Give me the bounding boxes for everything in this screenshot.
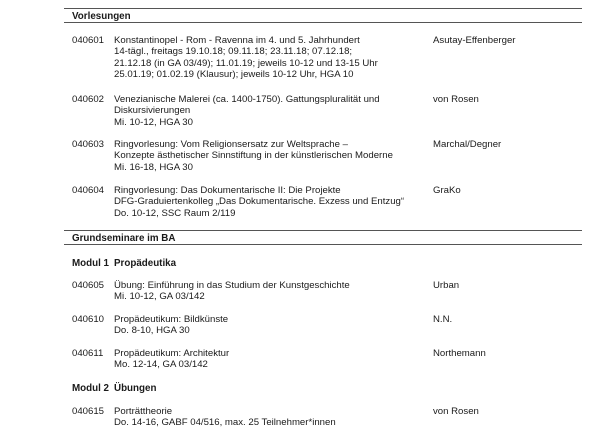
course-line: Mi. 10-12, GA 03/142: [114, 291, 205, 303]
course-instructor: GraKo: [433, 185, 461, 196]
course-number: 040602: [72, 94, 105, 105]
course-number: 040603: [72, 139, 105, 150]
modul-heading: [72, 383, 156, 394]
course-line: Mi. 16-18, HGA 30: [114, 161, 193, 173]
course-line: Propädeutikum: Bildkünste: [114, 314, 229, 325]
course-description: [114, 314, 414, 337]
course-description: [114, 139, 414, 173]
course-description: [114, 406, 414, 429]
course-line: Ringvorlesung: Das Dokumentarische II: Die Projekte: [114, 185, 341, 196]
modul-number: Modul 2: [72, 383, 110, 394]
course-number: 040605: [72, 280, 105, 291]
course-line: 25.01.19; 01.02.19 (Klausur); jeweils 10-12 Uhr, HGA 10: [114, 69, 354, 81]
modul-title: Übungen: [114, 383, 157, 394]
modul-heading: [72, 258, 176, 269]
course-number: 040601: [72, 35, 105, 46]
course-line: DFG-Graduiertenkolleg „Das Dokumentarische. Exzess und Entzug“: [114, 196, 405, 208]
course-description: [114, 280, 414, 303]
course-instructor: Asutay-Effenberger: [433, 35, 516, 46]
course-line: Übung: Einführung in das Studium der Kunstgeschichte: [114, 280, 350, 291]
course-instructor: von Rosen: [433, 406, 479, 417]
course-line: Mi. 10-12, HGA 30: [114, 116, 193, 128]
course-number: 040604: [72, 185, 105, 196]
course-line: Do. 8-10, HGA 30: [114, 325, 190, 337]
course-instructor: Marchal/Degner: [433, 139, 502, 150]
course-line: Do. 10-12, SSC Raum 2/119: [114, 207, 236, 219]
course-instructor: von Rosen: [433, 94, 479, 105]
course-instructor: N.N.: [433, 314, 453, 325]
course-line: Konzepte ästhetischer Sinnstiftung in der künstlerischen Moderne: [114, 150, 393, 162]
course-number: 040615: [72, 406, 105, 417]
course-instructor: Urban: [433, 280, 460, 291]
course-line: Propädeutikum: Architektur: [114, 348, 230, 359]
course-line: Diskursivierungen: [114, 105, 191, 117]
course-description: [114, 35, 414, 81]
course-instructor: Northemann: [433, 348, 486, 359]
course-description: [114, 185, 414, 219]
section-header-vorlesungen: Vorlesungen: [64, 8, 582, 23]
course-number: 040610: [72, 314, 105, 325]
course-line: Konstantinopel - Rom - Ravenna im 4. und 5. Jahrhundert: [114, 35, 360, 46]
course-line: Mo. 12-14, GA 03/142: [114, 359, 208, 371]
course-line: Do. 14-16, GABF 04/516, max. 25 Teilnehmer*innen: [114, 417, 336, 429]
course-number: 040611: [72, 348, 104, 359]
course-line: 21.12.18 (in GA 03/49); 11.01.19; jeweils 10-12 und 13-15 Uhr: [114, 57, 378, 69]
course-line: 14-tägl., freitags 19.10.18; 09.11.18; 23.11.18; 07.12.18;: [114, 46, 353, 58]
course-line: Porträttheorie: [114, 406, 173, 417]
course-line: Venezianische Malerei (ca. 1400-1750). Gattungspluralität und: [114, 94, 380, 105]
course-description: [114, 348, 414, 371]
modul-number: Modul 1: [72, 258, 110, 269]
section-header-grundseminare: Grundseminare im BA: [64, 230, 582, 245]
modul-title: Propädeutika: [114, 258, 177, 269]
course-line: Ringvorlesung: Vom Religionsersatz zur Weltsprache –: [114, 139, 348, 150]
course-description: [114, 94, 414, 128]
